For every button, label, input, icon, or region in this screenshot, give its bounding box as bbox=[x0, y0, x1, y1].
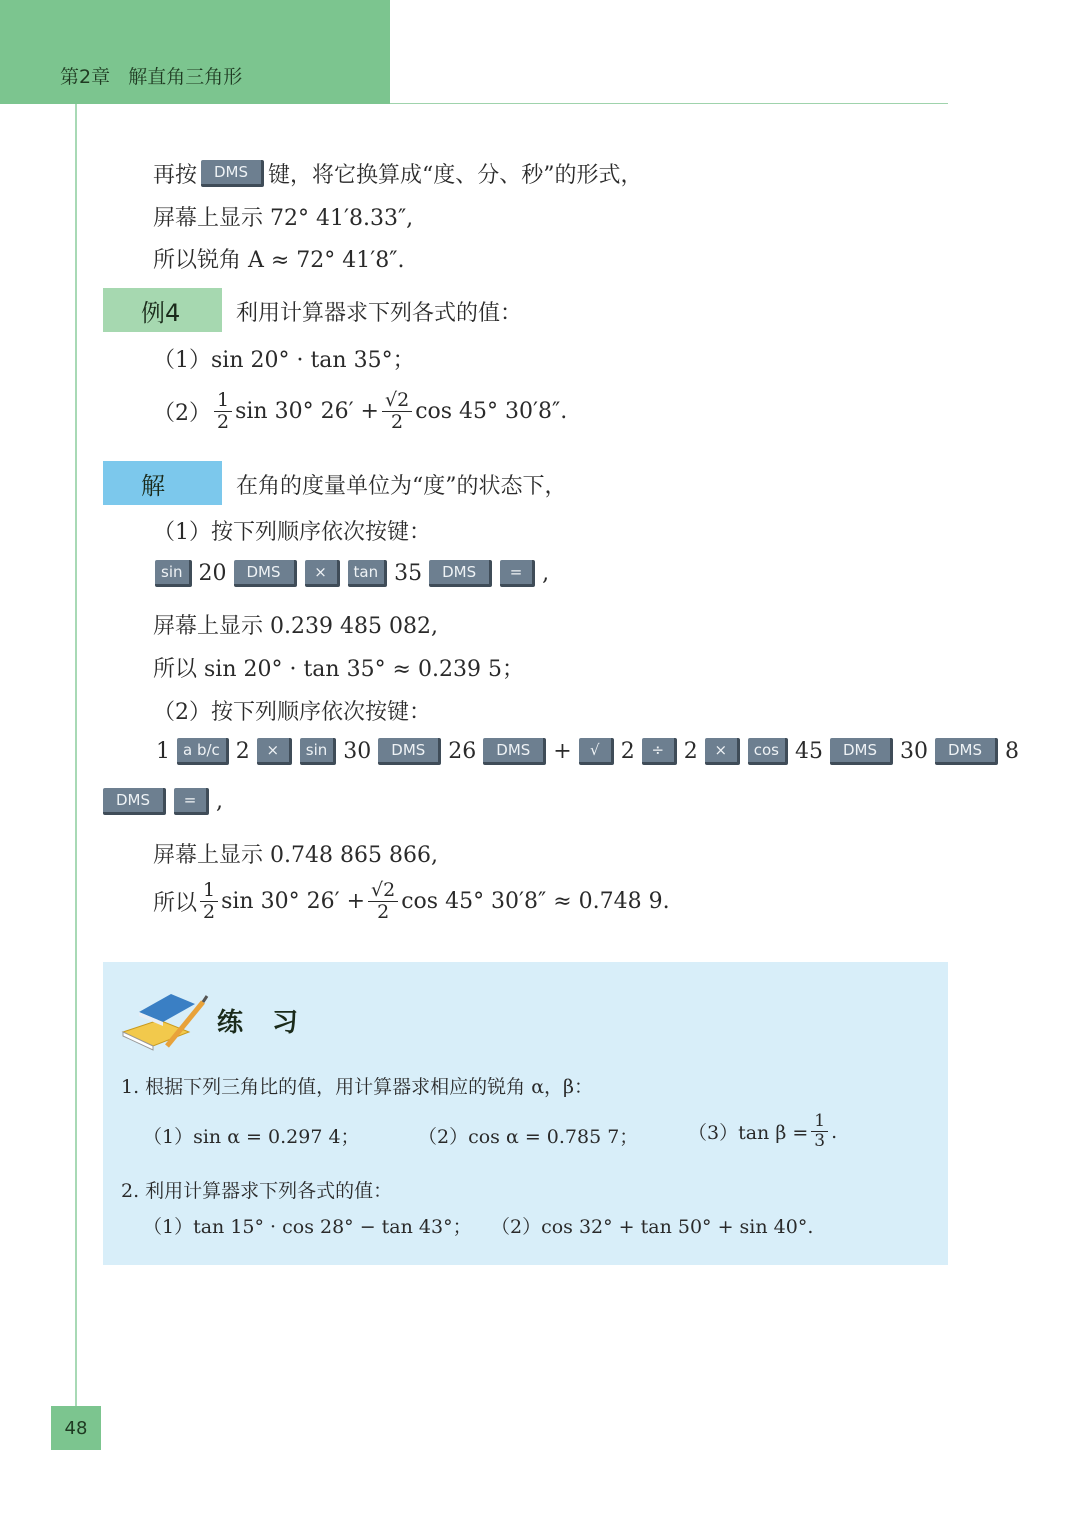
calculator-key: tan bbox=[348, 560, 388, 587]
part1-heading: （1）按下列顺序依次按键： bbox=[153, 520, 431, 545]
practice-q2-a: （1）tan 15° · cos 28° − tan 43°； bbox=[143, 1216, 472, 1238]
calculator-key: sin bbox=[155, 560, 192, 587]
display-2: 屏幕上显示 0.748 865 866, bbox=[153, 843, 438, 868]
practice-q1: 1. 根据下列三角比的值，用计算器求相应的锐角 α，β： bbox=[121, 1076, 594, 1098]
practice-q1-c bbox=[688, 1112, 837, 1151]
fraction-numerator: 1 bbox=[200, 880, 218, 902]
result-2 bbox=[153, 880, 670, 923]
calculator-key: = bbox=[500, 560, 535, 587]
practice-panel bbox=[103, 962, 948, 1265]
sequence-text: 20 bbox=[198, 561, 227, 586]
item-label: （2） bbox=[153, 401, 211, 426]
calculator-key: × bbox=[257, 738, 292, 765]
sequence-text: , bbox=[542, 561, 550, 586]
result-text: 所以 bbox=[153, 891, 198, 916]
expression-text: （3）tan β = bbox=[688, 1122, 809, 1144]
fraction-denominator: 2 bbox=[391, 411, 404, 433]
calculator-key: DMS bbox=[830, 738, 893, 765]
example-item-1: （1）sin 20° · tan 35°； bbox=[153, 348, 415, 373]
intro-line-1 bbox=[153, 158, 643, 189]
calculator-key: √ bbox=[579, 738, 614, 765]
fraction-denominator: 3 bbox=[814, 1131, 826, 1151]
result-1: 所以 sin 20° · tan 35° ≈ 0.239 5； bbox=[153, 657, 524, 682]
sequence-text: 30 bbox=[343, 739, 372, 764]
fraction-denominator: 2 bbox=[377, 901, 390, 923]
sequence-text: + bbox=[553, 739, 572, 764]
expression-text: cos 45° 30′8″ ≈ 0.748 9. bbox=[401, 889, 670, 914]
calculator-key: a b/c bbox=[177, 738, 229, 765]
fraction-denominator: 2 bbox=[203, 901, 216, 923]
sequence-text: 2 bbox=[683, 739, 698, 764]
example-item-2 bbox=[153, 390, 567, 433]
calculator-key: cos bbox=[748, 738, 788, 765]
calculator-key: DMS bbox=[483, 738, 546, 765]
expression-text: . bbox=[831, 1120, 838, 1143]
key-sequence-2a bbox=[153, 738, 1022, 765]
fraction-numerator: 1 bbox=[811, 1112, 828, 1132]
solution-intro: 在角的度量单位为“度”的状态下， bbox=[236, 474, 567, 499]
calculator-key: DMS bbox=[935, 738, 998, 765]
fraction bbox=[811, 1112, 828, 1151]
expression-text: sin 30° 26′ + bbox=[221, 889, 366, 914]
sequence-text: 2 bbox=[235, 739, 250, 764]
dms-key: DMS bbox=[201, 160, 264, 187]
calculator-key: DMS bbox=[234, 560, 297, 587]
fraction bbox=[200, 880, 218, 923]
header-rule bbox=[390, 103, 948, 104]
intro-line-2: 屏幕上显示 72° 41′8.33″, bbox=[153, 206, 414, 231]
display-1: 屏幕上显示 0.239 485 082, bbox=[153, 614, 438, 639]
practice-q2-b: （2）cos 32° + tan 50° + sin 40°. bbox=[491, 1216, 814, 1238]
calculator-key: × bbox=[305, 560, 340, 587]
practice-q1-a: （1）sin α = 0.297 4； bbox=[143, 1126, 360, 1148]
chapter-title: 第2章 解直角三角形 bbox=[60, 66, 243, 88]
intro-text: 键，将它换算成“度、分、秒”的形式， bbox=[268, 163, 643, 188]
intro-text: 再按 bbox=[153, 163, 198, 188]
calculator-key: × bbox=[705, 738, 740, 765]
key-sequence-2b bbox=[99, 788, 226, 815]
fraction-numerator: √2 bbox=[368, 880, 398, 902]
practice-title: 练 习 bbox=[217, 1008, 309, 1038]
calculator-key: ÷ bbox=[642, 738, 677, 765]
margin-rule bbox=[75, 104, 77, 1406]
fraction-denominator: 2 bbox=[217, 411, 230, 433]
sequence-text: 1 bbox=[156, 739, 170, 764]
key-sequence-1 bbox=[151, 560, 552, 587]
page-number: 48 bbox=[51, 1406, 101, 1450]
fraction-numerator: √2 bbox=[382, 390, 412, 412]
solution-tag: 解 bbox=[103, 461, 222, 505]
fraction-numerator: 1 bbox=[214, 390, 232, 412]
sequence-text: 8 bbox=[1004, 739, 1019, 764]
fraction bbox=[214, 390, 232, 433]
calculator-key: sin bbox=[300, 738, 337, 765]
practice-q2: 2. 利用计算器求下列各式的值： bbox=[121, 1180, 393, 1202]
calculator-key: DMS bbox=[378, 738, 441, 765]
expression-text: sin 30° 26′ + bbox=[235, 399, 379, 424]
expression-text: cos 45° 30′8″. bbox=[415, 399, 568, 424]
fraction bbox=[368, 880, 398, 923]
sequence-text: 2 bbox=[620, 739, 635, 764]
part2-heading: （2）按下列顺序依次按键： bbox=[153, 700, 431, 725]
intro-line-3: 所以锐角 A ≈ 72° 41′8″. bbox=[153, 248, 405, 273]
calculator-key: DMS bbox=[103, 788, 166, 815]
sequence-text: 45 bbox=[794, 739, 823, 764]
calculator-key: = bbox=[174, 788, 209, 815]
sequence-text: 26 bbox=[448, 739, 477, 764]
sequence-text: , bbox=[216, 789, 223, 814]
example-tag: 例4 bbox=[103, 288, 222, 332]
sequence-text: 30 bbox=[899, 739, 928, 764]
practice-q1-b: （2）cos α = 0.785 7； bbox=[418, 1126, 639, 1148]
calculator-key: DMS bbox=[429, 560, 492, 587]
example-prompt: 利用计算器求下列各式的值： bbox=[236, 301, 523, 326]
fraction bbox=[382, 390, 412, 433]
sequence-text: 35 bbox=[394, 561, 423, 586]
book-pencil-icon bbox=[119, 990, 209, 1052]
